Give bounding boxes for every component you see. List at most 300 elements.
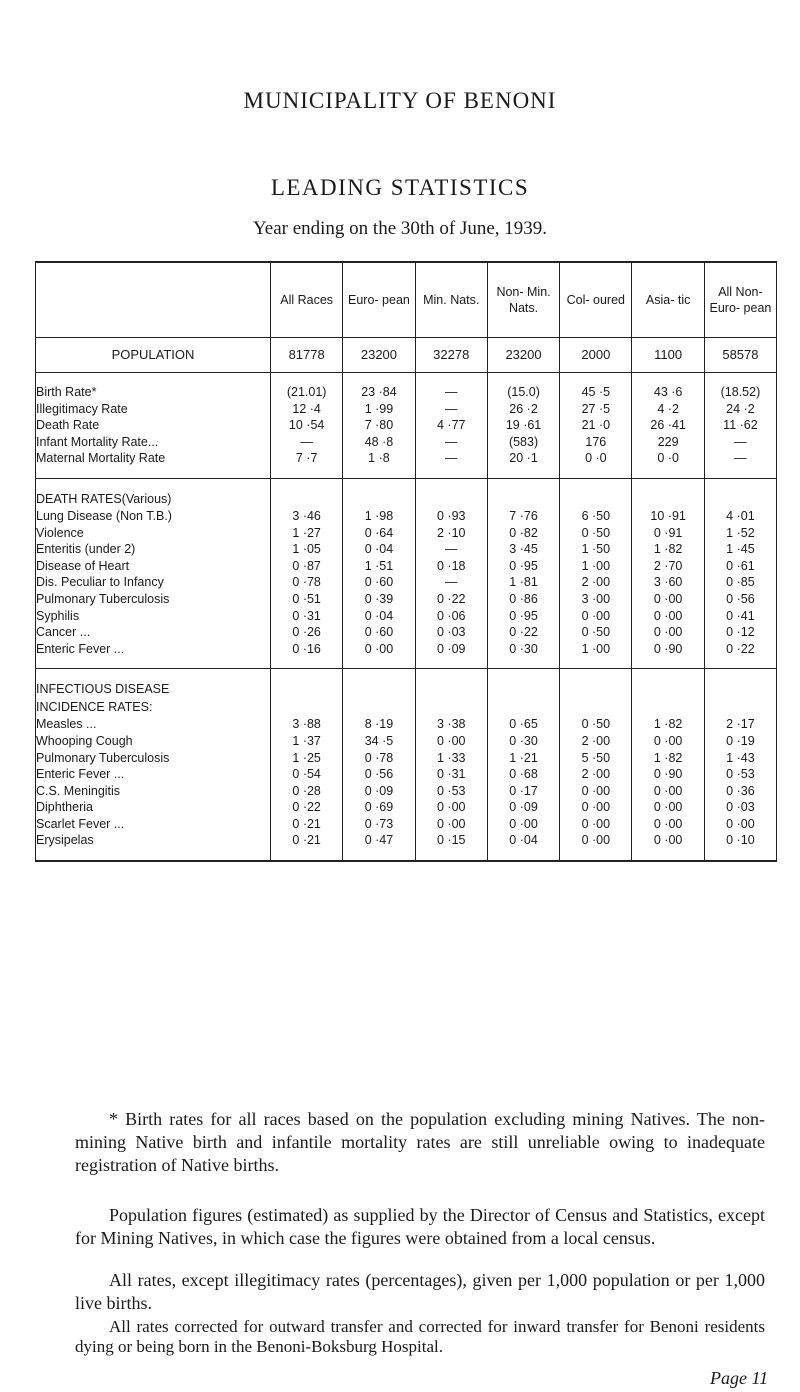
table-cell: 27 ·5 [560, 401, 632, 418]
infectious-rate-row [36, 733, 777, 750]
table-cell: 0 ·04 [343, 608, 415, 625]
row-label: Death Rate [36, 417, 271, 434]
table-cell: 0 ·60 [343, 574, 415, 591]
table-cell: 0 ·68 [487, 766, 559, 783]
table-cell: 0 ·00 [487, 816, 559, 833]
row-label: Illegitimacy Rate [36, 401, 271, 418]
death-rate-row [36, 541, 777, 558]
empty-cell [36, 373, 271, 385]
table-cell: 1 ·00 [560, 558, 632, 575]
table-cell: 0 ·69 [343, 799, 415, 816]
empty-cell [704, 669, 776, 681]
infectious-heading-row [36, 680, 777, 698]
table-cell: — [415, 434, 487, 451]
column-header: All Races [271, 262, 343, 338]
empty-cell [271, 698, 343, 716]
statistics-table [35, 261, 777, 862]
spacer-row [36, 669, 777, 681]
row-label: Enteric Fever ... [36, 766, 271, 783]
empty-cell [343, 467, 415, 479]
table-cell: 0 ·28 [271, 783, 343, 800]
table-cell: — [271, 434, 343, 451]
table-cell: 24 ·2 [704, 401, 776, 418]
empty-cell [343, 478, 415, 490]
table-cell: 0 ·30 [487, 641, 559, 658]
death-rate-row [36, 608, 777, 625]
empty-cell [415, 490, 487, 508]
table-cell: 0 ·61 [704, 558, 776, 575]
empty-cell [704, 490, 776, 508]
empty-cell [704, 657, 776, 669]
empty-cell [632, 698, 704, 716]
empty-cell [487, 669, 559, 681]
table-cell: 23 ·84 [343, 384, 415, 401]
empty-cell [415, 657, 487, 669]
table-cell: 0 ·00 [415, 733, 487, 750]
table-cell: 176 [560, 434, 632, 451]
row-label: Pulmonary Tuberculosis [36, 591, 271, 608]
empty-cell [415, 478, 487, 490]
table-cell: — [704, 434, 776, 451]
table-cell: 1100 [632, 338, 704, 373]
empty-cell [271, 669, 343, 681]
table-cell: 0 ·00 [704, 816, 776, 833]
death-rate-row [36, 525, 777, 542]
empty-cell [560, 373, 632, 385]
empty-cell [704, 467, 776, 479]
infectious-rates-section [36, 669, 777, 861]
death-rates-heading-row [36, 490, 777, 508]
empty-cell [487, 467, 559, 479]
table-cell: 0 ·54 [271, 766, 343, 783]
table-cell: 0 ·00 [632, 816, 704, 833]
page-number: Page 11 [710, 1368, 769, 1388]
empty-cell [415, 373, 487, 385]
row-label: C.S. Meningitis [36, 783, 271, 800]
empty-cell [415, 698, 487, 716]
table-cell: 0 ·10 [704, 832, 776, 849]
table-cell: 1 ·21 [487, 750, 559, 767]
table-cell: 2 ·00 [560, 574, 632, 591]
empty-cell [560, 849, 632, 861]
table-cell: 3 ·00 [560, 591, 632, 608]
table-cell: 0 ·09 [415, 641, 487, 658]
rate-row [36, 434, 777, 451]
table-cell: 3 ·88 [271, 716, 343, 733]
empty-cell [704, 698, 776, 716]
table-cell: 26 ·41 [632, 417, 704, 434]
empty-cell [343, 373, 415, 385]
table-cell: 0 ·22 [487, 624, 559, 641]
table-cell: 0 ·22 [271, 799, 343, 816]
population-section [36, 338, 777, 373]
notes-block-3 [75, 1269, 765, 1315]
empty-cell [632, 669, 704, 681]
table-cell: — [415, 450, 487, 467]
table-cell: 48 ·8 [343, 434, 415, 451]
table-cell: — [415, 401, 487, 418]
infectious-rate-row [36, 766, 777, 783]
rates-section [36, 373, 777, 479]
footnote-rates-basis: All rates, except illegitimacy rates (percentages), given per 1,000 population or per 1,000 live births. [75, 1270, 765, 1313]
row-label: Diphtheria [36, 799, 271, 816]
empty-cell [343, 657, 415, 669]
table-cell: 10 ·54 [271, 417, 343, 434]
infectious-rate-row [36, 750, 777, 767]
table-cell: 0 ·39 [343, 591, 415, 608]
page-title: MUNICIPALITY OF BENONI [243, 88, 557, 113]
table-cell: 11 ·62 [704, 417, 776, 434]
empty-cell [560, 698, 632, 716]
footnote-transfers: All rates corrected for outward transfer and corrected for inward transfer for Benoni residents dying or being born in the Benoni-Boksburg Hospital. [75, 1317, 765, 1356]
table-cell: 7 ·80 [343, 417, 415, 434]
table-cell: 0 ·95 [487, 558, 559, 575]
table-cell: 0 ·64 [343, 525, 415, 542]
rate-row [36, 450, 777, 467]
notes-block-4 [75, 1317, 765, 1357]
empty-cell [343, 669, 415, 681]
row-label: Birth Rate* [36, 384, 271, 401]
empty-cell [560, 680, 632, 698]
row-label: Enteric Fever ... [36, 641, 271, 658]
table-cell: 10 ·91 [632, 508, 704, 525]
row-label: Enteritis (under 2) [36, 541, 271, 558]
row-label: Infant Mortality Rate... [36, 434, 271, 451]
table-cell: 0 ·04 [487, 832, 559, 849]
population-row [36, 338, 777, 373]
table-cell: 1 ·25 [271, 750, 343, 767]
table-cell: 0 ·85 [704, 574, 776, 591]
table-cell: — [415, 574, 487, 591]
infectious-heading-row [36, 698, 777, 716]
row-label: POPULATION [36, 338, 271, 373]
row-label: Pulmonary Tuberculosis [36, 750, 271, 767]
empty-cell [36, 478, 271, 490]
table-cell: 0 ·21 [271, 832, 343, 849]
empty-cell [343, 490, 415, 508]
table-cell: — [415, 541, 487, 558]
table-cell: 1 ·43 [704, 750, 776, 767]
empty-cell [271, 373, 343, 385]
table-cell: (15.0) [487, 384, 559, 401]
table-cell: (21.01) [271, 384, 343, 401]
death-rate-row [36, 591, 777, 608]
table-cell: (18.52) [704, 384, 776, 401]
table-cell: 1 ·8 [343, 450, 415, 467]
table-cell: 0 ·22 [704, 641, 776, 658]
table-cell: 229 [632, 434, 704, 451]
spacer-row [36, 373, 777, 385]
table-cell: 1 ·05 [271, 541, 343, 558]
table-cell: 5 ·50 [560, 750, 632, 767]
section-heading: DEATH RATES(Various) [36, 490, 271, 508]
column-header: Asia- tic [632, 262, 704, 338]
empty-cell [632, 849, 704, 861]
empty-cell [632, 490, 704, 508]
empty-cell [560, 478, 632, 490]
table-cell: 3 ·46 [271, 508, 343, 525]
empty-cell [487, 698, 559, 716]
table-cell: 0 ·00 [415, 799, 487, 816]
death-rate-row [36, 641, 777, 658]
table-cell: 58578 [704, 338, 776, 373]
table-cell: 3 ·38 [415, 716, 487, 733]
empty-cell [415, 669, 487, 681]
table-cell: 0 ·00 [632, 832, 704, 849]
row-label: Erysipelas [36, 832, 271, 849]
period-caption: Year ending on the 30th of June, 1939. [252, 218, 548, 239]
table-cell: 0 ·06 [415, 608, 487, 625]
table-cell: 0 ·87 [271, 558, 343, 575]
empty-cell [415, 849, 487, 861]
empty-cell [343, 849, 415, 861]
death-rate-row [36, 574, 777, 591]
table-cell: 0 ·47 [343, 832, 415, 849]
table-cell: 1 ·52 [704, 525, 776, 542]
table-cell: 1 ·37 [271, 733, 343, 750]
table-cell: 1 ·51 [343, 558, 415, 575]
row-label: Lung Disease (Non T.B.) [36, 508, 271, 525]
table-cell: 0 ·17 [487, 783, 559, 800]
table-cell: 7 ·7 [271, 450, 343, 467]
table-cell: 0 ·31 [415, 766, 487, 783]
empty-cell [632, 478, 704, 490]
empty-cell [487, 490, 559, 508]
table-cell: 0 ·93 [415, 508, 487, 525]
death-rates-section [36, 478, 777, 668]
column-header: Non- Min. Nats. [487, 262, 559, 338]
empty-cell [36, 669, 271, 681]
table-cell: 0 ·12 [704, 624, 776, 641]
table-cell: — [415, 384, 487, 401]
spacer-row [36, 657, 777, 669]
table-cell: 7 ·76 [487, 508, 559, 525]
footnote-birth-rates: * Birth rates for all races based on the population excluding mining Natives. The non-mining Native birth and infantile mortality rates are still unreliable owing to inadequate registration of Native births. [75, 1109, 765, 1175]
spacer-row [36, 478, 777, 490]
empty-cell [560, 669, 632, 681]
table-cell: 0 ·0 [560, 450, 632, 467]
table-cell: 0 ·50 [560, 624, 632, 641]
table-cell: 1 ·00 [560, 641, 632, 658]
empty-cell [271, 680, 343, 698]
table-cell: 0 ·00 [632, 733, 704, 750]
empty-cell [632, 657, 704, 669]
row-label: Dis. Peculiar to Infancy [36, 574, 271, 591]
row-label: Maternal Mortality Rate [36, 450, 271, 467]
table-cell: 0 ·53 [415, 783, 487, 800]
table-cell: 2 ·00 [560, 733, 632, 750]
table-cell: 0 ·00 [343, 641, 415, 658]
table-cell: 0 ·00 [560, 799, 632, 816]
table-cell: — [704, 450, 776, 467]
table-cell: 0 ·65 [487, 716, 559, 733]
table-cell: 0 ·95 [487, 608, 559, 625]
rate-row [36, 417, 777, 434]
empty-cell [487, 849, 559, 861]
table-cell: 23200 [487, 338, 559, 373]
table-cell: 0 ·60 [343, 624, 415, 641]
table-cell: 0 ·18 [415, 558, 487, 575]
empty-cell [36, 849, 271, 861]
table-cell: 4 ·2 [632, 401, 704, 418]
table-title: LEADING STATISTICS [270, 175, 530, 200]
table-cell: 0 ·91 [632, 525, 704, 542]
table-cell: 26 ·2 [487, 401, 559, 418]
column-header: Min. Nats. [415, 262, 487, 338]
empty-cell [704, 849, 776, 861]
death-rate-row [36, 558, 777, 575]
table-cell: 0 ·22 [415, 591, 487, 608]
row-label: Violence [36, 525, 271, 542]
table-cell: 45 ·5 [560, 384, 632, 401]
empty-cell [343, 698, 415, 716]
table-cell: (583) [487, 434, 559, 451]
table-cell: 2 ·17 [704, 716, 776, 733]
row-label: Syphilis [36, 608, 271, 625]
table-cell: 0 ·00 [560, 783, 632, 800]
table-cell: 0 ·36 [704, 783, 776, 800]
table-cell: 34 ·5 [343, 733, 415, 750]
table-cell: 0 ·00 [560, 608, 632, 625]
table-cell: 1 ·99 [343, 401, 415, 418]
empty-cell [560, 657, 632, 669]
table-cell: 0 ·78 [271, 574, 343, 591]
empty-cell [415, 467, 487, 479]
table-cell: 21 ·0 [560, 417, 632, 434]
empty-cell [704, 680, 776, 698]
spacer-row [36, 849, 777, 861]
table-cell: 6 ·50 [560, 508, 632, 525]
empty-cell [271, 467, 343, 479]
notes-block-2 [75, 1204, 765, 1250]
empty-cell [271, 490, 343, 508]
column-header: Euro- pean [343, 262, 415, 338]
table-cell: 0 ·16 [271, 641, 343, 658]
row-label: Measles ... [36, 716, 271, 733]
table-cell: 0 ·78 [343, 750, 415, 767]
column-header: Col- oured [560, 262, 632, 338]
notes-block [75, 1108, 765, 1177]
table-cell: 32278 [415, 338, 487, 373]
infectious-rate-row [36, 816, 777, 833]
table-cell: 20 ·1 [487, 450, 559, 467]
empty-cell [704, 478, 776, 490]
table-cell: 0 ·86 [487, 591, 559, 608]
table-cell: 0 ·31 [271, 608, 343, 625]
table-cell: 1 ·82 [632, 541, 704, 558]
table-cell: 23200 [343, 338, 415, 373]
table-cell: 0 ·00 [560, 816, 632, 833]
table-cell: 0 ·56 [343, 766, 415, 783]
table-cell: 1 ·82 [632, 716, 704, 733]
empty-cell [632, 467, 704, 479]
table-cell: 19 ·61 [487, 417, 559, 434]
table-cell: 0 ·19 [704, 733, 776, 750]
empty-cell [271, 478, 343, 490]
table-cell: 3 ·45 [487, 541, 559, 558]
empty-cell [343, 680, 415, 698]
table-cell: 0 ·00 [560, 832, 632, 849]
table-cell: 43 ·6 [632, 384, 704, 401]
table-cell: 0 ·03 [415, 624, 487, 641]
table-cell: 0 ·56 [704, 591, 776, 608]
table-cell: 1 ·98 [343, 508, 415, 525]
spacer-row [36, 467, 777, 479]
empty-cell [487, 657, 559, 669]
table-cell: 1 ·81 [487, 574, 559, 591]
table-cell: 0 ·90 [632, 641, 704, 658]
rate-row [36, 384, 777, 401]
table-cell: 2 ·00 [560, 766, 632, 783]
table-cell: 1 ·82 [632, 750, 704, 767]
death-rate-row [36, 508, 777, 525]
table-cell: 0 ·26 [271, 624, 343, 641]
infectious-rate-row [36, 716, 777, 733]
row-label: Cancer ... [36, 624, 271, 641]
table-cell: 0 ·00 [632, 624, 704, 641]
empty-cell [271, 657, 343, 669]
empty-cell [36, 467, 271, 479]
infectious-rate-row [36, 832, 777, 849]
table-cell: 0 ·53 [704, 766, 776, 783]
table-cell: 4 ·77 [415, 417, 487, 434]
table-cell: 0 ·00 [632, 799, 704, 816]
table-cell: 0 ·90 [632, 766, 704, 783]
table-cell: 1 ·33 [415, 750, 487, 767]
table-cell: 3 ·60 [632, 574, 704, 591]
table-cell: 0 ·0 [632, 450, 704, 467]
empty-cell [560, 490, 632, 508]
table-cell: 0 ·09 [343, 783, 415, 800]
table-cell: 0 ·82 [487, 525, 559, 542]
row-label: Disease of Heart [36, 558, 271, 575]
table-cell: 0 ·50 [560, 716, 632, 733]
table-header-row [36, 262, 777, 338]
empty-cell [487, 478, 559, 490]
table-cell: 0 ·00 [632, 783, 704, 800]
table-cell: 2 ·70 [632, 558, 704, 575]
table-cell: 1 ·27 [271, 525, 343, 542]
table-cell: 4 ·01 [704, 508, 776, 525]
empty-cell [632, 680, 704, 698]
table-cell: 12 ·4 [271, 401, 343, 418]
table-cell: 0 ·41 [704, 608, 776, 625]
death-rate-row [36, 624, 777, 641]
table-cell: 1 ·50 [560, 541, 632, 558]
table-cell: 0 ·15 [415, 832, 487, 849]
section-heading: INCIDENCE RATES: [36, 698, 271, 716]
table-cell: 0 ·09 [487, 799, 559, 816]
table-cell: 0 ·04 [343, 541, 415, 558]
table-cell: 0 ·00 [415, 816, 487, 833]
table-cell: 8 ·19 [343, 716, 415, 733]
empty-cell [415, 680, 487, 698]
header-blank-cell [36, 262, 271, 338]
table-cell: 0 ·50 [560, 525, 632, 542]
table-cell: 0 ·73 [343, 816, 415, 833]
table-cell: 0 ·03 [704, 799, 776, 816]
row-label: Whooping Cough [36, 733, 271, 750]
table-cell: 1 ·45 [704, 541, 776, 558]
table-cell: 0 ·30 [487, 733, 559, 750]
column-header: All Non- Euro- pean [704, 262, 776, 338]
empty-cell [487, 373, 559, 385]
empty-cell [271, 849, 343, 861]
table-cell: 2 ·10 [415, 525, 487, 542]
table-cell: 0 ·51 [271, 591, 343, 608]
infectious-rate-row [36, 799, 777, 816]
empty-cell [36, 657, 271, 669]
